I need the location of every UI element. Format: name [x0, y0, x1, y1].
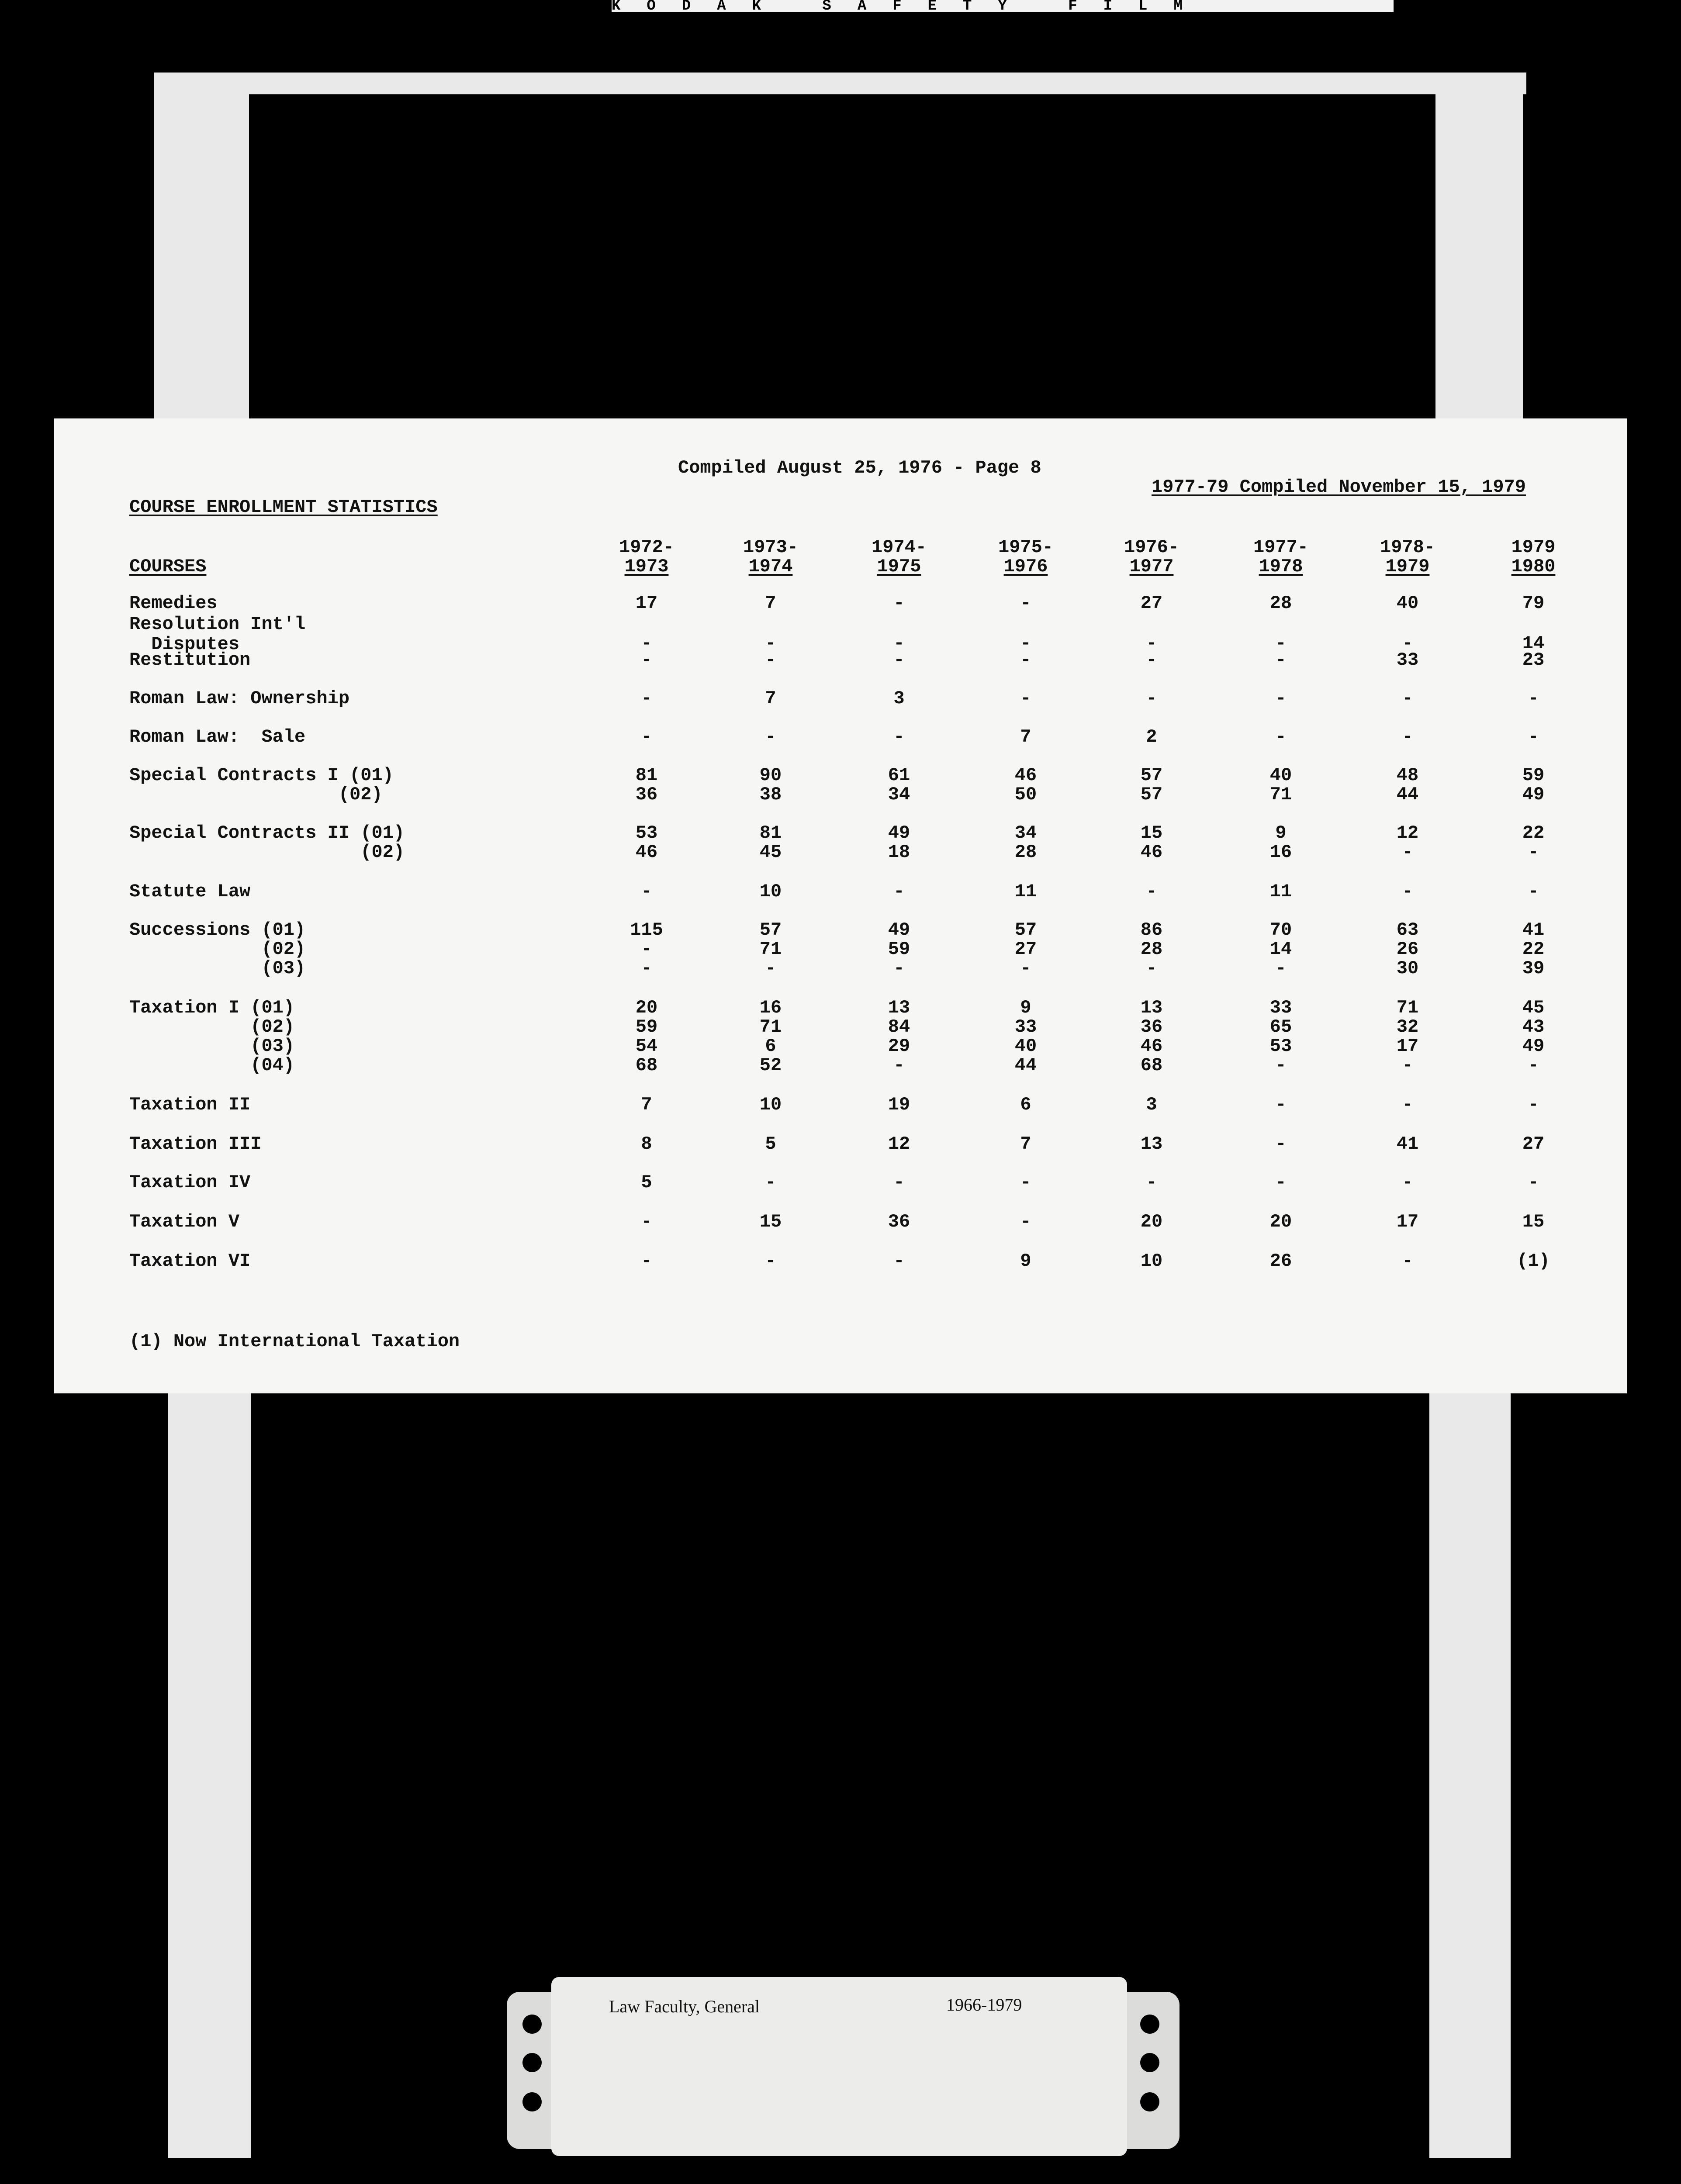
year-header-start: 1977-	[1253, 537, 1309, 558]
enrollment-cell: 15	[1140, 822, 1163, 843]
enrollment-cell: 44	[1014, 1055, 1037, 1076]
enrollment-cell: 28	[1014, 842, 1037, 863]
year-header-end: 1980	[1511, 556, 1556, 577]
enrollment-cell: 49	[888, 919, 910, 940]
enrollment-cell: 19	[888, 1094, 910, 1115]
enrollment-cell: -	[893, 1055, 905, 1076]
enrollment-cell: -	[1275, 958, 1287, 979]
course-label: Remedies	[129, 593, 218, 614]
enrollment-cell: 33	[1396, 650, 1419, 670]
courses-column-header: COURSES	[129, 556, 207, 577]
year-header-end: 1973	[624, 556, 669, 577]
enrollment-cell: -	[641, 939, 652, 960]
enrollment-cell: -	[1020, 958, 1031, 979]
enrollment-cell: 22	[1522, 939, 1545, 960]
enrollment-cell: 90	[759, 765, 782, 786]
enrollment-cell: 49	[1522, 1036, 1545, 1057]
enrollment-cell: -	[641, 881, 652, 902]
course-label: Taxation IV	[129, 1172, 251, 1193]
enrollment-cell: 34	[1014, 822, 1037, 843]
course-label: Restitution	[129, 650, 251, 670]
card-hole	[522, 2015, 542, 2034]
enrollment-cell: (1)	[1517, 1251, 1550, 1272]
course-label: (03)	[129, 958, 306, 979]
enrollment-cell: 52	[759, 1055, 782, 1076]
course-label: (02)	[129, 784, 383, 805]
year-header-start: 1972-	[619, 537, 674, 558]
enrollment-cell: 10	[759, 1094, 782, 1115]
enrollment-cell: 16	[759, 997, 782, 1018]
enrollment-cell: 39	[1522, 958, 1545, 979]
enrollment-cell: -	[1528, 726, 1539, 747]
year-header-end: 1975	[877, 556, 921, 577]
enrollment-cell: 49	[1522, 784, 1545, 805]
enrollment-cell: 59	[888, 939, 910, 960]
enrollment-cell: -	[1146, 633, 1157, 654]
enrollment-cell: 41	[1396, 1133, 1419, 1154]
year-header-end: 1974	[748, 556, 793, 577]
enrollment-cell: 41	[1522, 919, 1545, 940]
enrollment-cell: 27	[1522, 1133, 1545, 1154]
year-header-start: 1975-	[998, 537, 1054, 558]
enrollment-cell: -	[1020, 650, 1031, 670]
enrollment-cell: 14	[1269, 939, 1292, 960]
enrollment-cell: -	[641, 688, 652, 709]
enrollment-cell: -	[1020, 633, 1031, 654]
enrollment-cell: 43	[1522, 1016, 1545, 1037]
enrollment-cell: -	[1528, 881, 1539, 902]
enrollment-cell: -	[765, 1251, 776, 1272]
enrollment-cell: -	[1528, 842, 1539, 863]
course-label: Roman Law: Ownership	[129, 688, 350, 709]
enrollment-cell: -	[1020, 1172, 1031, 1193]
frame-top-bar	[154, 73, 1526, 94]
enrollment-cell: 68	[1140, 1055, 1163, 1076]
enrollment-cell: 36	[1140, 1016, 1163, 1037]
enrollment-cell: -	[765, 958, 776, 979]
enrollment-cell: 20	[1140, 1211, 1163, 1232]
enrollment-cell: 7	[765, 593, 776, 614]
enrollment-cell: -	[893, 1251, 905, 1272]
course-label: (02)	[129, 939, 306, 960]
course-label: Successions (01)	[129, 919, 306, 940]
frame-right-post-upper	[1435, 73, 1523, 422]
enrollment-cell: 84	[888, 1016, 910, 1037]
year-header-start: 1976-	[1124, 537, 1179, 558]
enrollment-cell: 49	[888, 822, 910, 843]
enrollment-cell: 17	[1396, 1036, 1419, 1057]
enrollment-cell: -	[1275, 688, 1287, 709]
year-header-start: 1974-	[871, 537, 927, 558]
enrollment-cell: 45	[1522, 997, 1545, 1018]
enrollment-cell: -	[893, 593, 905, 614]
enrollment-cell: 8	[641, 1133, 652, 1154]
enrollment-cell: -	[1402, 633, 1413, 654]
footnote: (1) Now International Taxation	[129, 1331, 460, 1352]
enrollment-cell: 3	[893, 688, 905, 709]
frame-left-post-lower	[168, 1389, 251, 2158]
enrollment-cell: 44	[1396, 784, 1419, 805]
enrollment-cell: 81	[635, 765, 658, 786]
enrollment-cell: 68	[635, 1055, 658, 1076]
enrollment-cell: -	[893, 958, 905, 979]
enrollment-cell: 40	[1396, 593, 1419, 614]
enrollment-cell: 9	[1020, 1251, 1031, 1272]
enrollment-cell: 59	[1522, 765, 1545, 786]
enrollment-cell: 27	[1140, 593, 1163, 614]
enrollment-cell: 36	[888, 1211, 910, 1232]
enrollment-cell: 32	[1396, 1016, 1419, 1037]
enrollment-cell: 9	[1275, 822, 1287, 843]
enrollment-cell: 7	[765, 688, 776, 709]
enrollment-cell: 10	[759, 881, 782, 902]
enrollment-cell: 18	[888, 842, 910, 863]
enrollment-cell: 40	[1014, 1036, 1037, 1057]
enrollment-cell: 12	[1396, 822, 1419, 843]
enrollment-cell: -	[1528, 1055, 1539, 1076]
enrollment-cell: -	[1275, 633, 1287, 654]
enrollment-cell: -	[765, 1172, 776, 1193]
enrollment-cell: 38	[759, 784, 782, 805]
course-label: (02)	[129, 1016, 295, 1037]
frame-right-post-lower	[1429, 1389, 1511, 2158]
enrollment-cell: -	[893, 1172, 905, 1193]
enrollment-cell: 20	[1269, 1211, 1292, 1232]
enrollment-cell: 15	[1522, 1211, 1545, 1232]
enrollment-cell: 46	[1014, 765, 1037, 786]
enrollment-cell: 26	[1269, 1251, 1292, 1272]
document-title: COURSE ENROLLMENT STATISTICS	[129, 497, 438, 518]
enrollment-cell: -	[1402, 688, 1413, 709]
year-header-end: 1976	[1003, 556, 1048, 577]
enrollment-cell: -	[1275, 1172, 1287, 1193]
enrollment-cell: -	[1402, 1172, 1413, 1193]
enrollment-cell: -	[641, 1211, 652, 1232]
year-header-start: 1978-	[1380, 537, 1435, 558]
enrollment-cell: 13	[1140, 997, 1163, 1018]
enrollment-cell: 57	[1140, 784, 1163, 805]
enrollment-cell: 26	[1396, 939, 1419, 960]
enrollment-cell: 28	[1269, 593, 1292, 614]
enrollment-cell: 20	[635, 997, 658, 1018]
enrollment-cell: -	[1275, 1055, 1287, 1076]
enrollment-cell: -	[1528, 1094, 1539, 1115]
enrollment-cell: 40	[1269, 765, 1292, 786]
enrollment-cell: -	[765, 650, 776, 670]
course-label: (03)	[129, 1036, 295, 1057]
enrollment-cell: 65	[1269, 1016, 1292, 1037]
enrollment-cell: 86	[1140, 919, 1163, 940]
enrollment-cell: -	[1020, 688, 1031, 709]
enrollment-cell: 57	[759, 919, 782, 940]
card-subject: Law Faculty, General	[609, 1997, 760, 2016]
enrollment-cell: 17	[1396, 1211, 1419, 1232]
enrollment-cell: -	[1146, 1172, 1157, 1193]
enrollment-cell: 6	[765, 1036, 776, 1057]
enrollment-cell: 15	[759, 1211, 782, 1232]
enrollment-cell: 9	[1020, 997, 1031, 1018]
course-label: Taxation V	[129, 1211, 240, 1232]
course-label: (04)	[129, 1055, 295, 1076]
enrollment-cell: 45	[759, 842, 782, 863]
enrollment-cell: 57	[1140, 765, 1163, 786]
enrollment-cell: -	[1146, 958, 1157, 979]
enrollment-cell: 46	[1140, 842, 1163, 863]
enrollment-cell: -	[1528, 1172, 1539, 1193]
enrollment-cell: 54	[635, 1036, 658, 1057]
enrollment-cell: 12	[888, 1133, 910, 1154]
enrollment-cell: -	[1528, 688, 1539, 709]
course-label: (02)	[129, 842, 405, 863]
year-header-start: 1979	[1511, 537, 1556, 558]
enrollment-cell: 33	[1014, 1016, 1037, 1037]
course-label: Taxation III	[129, 1133, 262, 1154]
enrollment-cell: -	[1402, 1094, 1413, 1115]
year-header-start: 1973-	[743, 537, 799, 558]
enrollment-cell: 115	[630, 919, 663, 940]
enrollment-cell: 23	[1522, 650, 1545, 670]
archive-label-card	[551, 1977, 1127, 2156]
enrollment-cell: 2	[1146, 726, 1157, 747]
enrollment-cell: 36	[635, 784, 658, 805]
enrollment-cell: -	[1275, 726, 1287, 747]
enrollment-cell: 28	[1140, 939, 1163, 960]
film-edge-marking: KODAK SAFETY FILM	[612, 0, 1394, 12]
enrollment-cell: -	[765, 633, 776, 654]
card-hole	[1140, 2053, 1159, 2072]
enrollment-cell: 71	[1396, 997, 1419, 1018]
enrollment-cell: -	[1402, 1055, 1413, 1076]
card-hole	[522, 2053, 542, 2072]
enrollment-cell: -	[893, 633, 905, 654]
course-label: Taxation II	[129, 1094, 251, 1115]
enrollment-cell: 46	[1140, 1036, 1163, 1057]
enrollment-cell: 46	[635, 842, 658, 863]
enrollment-cell: 29	[888, 1036, 910, 1057]
enrollment-cell: 34	[888, 784, 910, 805]
card-hole	[522, 2092, 542, 2111]
enrollment-cell: -	[1146, 650, 1157, 670]
enrollment-cell: 71	[759, 1016, 782, 1037]
enrollment-cell: 63	[1396, 919, 1419, 940]
enrollment-cell: -	[1020, 593, 1031, 614]
enrollment-cell: 13	[888, 997, 910, 1018]
enrollment-cell: 7	[1020, 1133, 1031, 1154]
enrollment-cell: -	[893, 881, 905, 902]
enrollment-cell: -	[1402, 726, 1413, 747]
compiled-date-right: 1977-79 Compiled November 15, 1979	[1152, 477, 1526, 498]
enrollment-cell: -	[641, 633, 652, 654]
enrollment-cell: 48	[1396, 765, 1419, 786]
enrollment-cell: 11	[1014, 881, 1037, 902]
enrollment-cell: 70	[1269, 919, 1292, 940]
enrollment-cell: 61	[888, 765, 910, 786]
enrollment-cell: -	[765, 726, 776, 747]
enrollment-cell: -	[1275, 650, 1287, 670]
course-label: Special Contracts I (01)	[129, 765, 394, 786]
enrollment-cell: 79	[1522, 593, 1545, 614]
enrollment-cell: 14	[1522, 633, 1545, 654]
enrollment-cell: 17	[635, 593, 658, 614]
frame-left-post-upper	[154, 73, 249, 422]
enrollment-cell: -	[641, 1251, 652, 1272]
enrollment-cell: 3	[1146, 1094, 1157, 1115]
course-label: Resolution Int'l Disputes	[129, 614, 306, 655]
card-hole	[1140, 2015, 1159, 2034]
enrollment-cell: 16	[1269, 842, 1292, 863]
enrollment-cell: 22	[1522, 822, 1545, 843]
course-label: Taxation VI	[129, 1251, 251, 1272]
enrollment-cell: 7	[641, 1094, 652, 1115]
enrollment-cell: -	[641, 958, 652, 979]
enrollment-cell: -	[1275, 1094, 1287, 1115]
enrollment-cell: 33	[1269, 997, 1292, 1018]
enrollment-cell: 5	[641, 1172, 652, 1193]
year-header-end: 1977	[1129, 556, 1174, 577]
enrollment-cell: -	[1402, 842, 1413, 863]
enrollment-cell: -	[1402, 1251, 1413, 1272]
enrollment-cell: 59	[635, 1016, 658, 1037]
enrollment-cell: 71	[759, 939, 782, 960]
document-sheet	[54, 418, 1627, 1393]
card-hole	[1140, 2092, 1159, 2111]
course-label: Taxation I (01)	[129, 997, 295, 1018]
course-label: Special Contracts II (01)	[129, 822, 405, 843]
course-label: Roman Law: Sale	[129, 726, 306, 747]
enrollment-cell: -	[1146, 688, 1157, 709]
compiled-date-left: Compiled August 25, 1976 - Page 8	[678, 457, 1041, 478]
card-years: 1966-1979	[946, 1995, 1022, 2015]
enrollment-cell: 57	[1014, 919, 1037, 940]
enrollment-cell: 13	[1140, 1133, 1163, 1154]
enrollment-cell: 7	[1020, 726, 1031, 747]
enrollment-cell: -	[1020, 1211, 1031, 1232]
enrollment-cell: 81	[759, 822, 782, 843]
enrollment-cell: 27	[1014, 939, 1037, 960]
enrollment-cell: -	[1146, 881, 1157, 902]
course-label: Statute Law	[129, 881, 251, 902]
enrollment-cell: 50	[1014, 784, 1037, 805]
enrollment-cell: 53	[1269, 1036, 1292, 1057]
enrollment-cell: -	[1275, 1133, 1287, 1154]
enrollment-cell: 53	[635, 822, 658, 843]
enrollment-cell: -	[893, 726, 905, 747]
enrollment-cell: 71	[1269, 784, 1292, 805]
year-header-end: 1978	[1259, 556, 1303, 577]
enrollment-cell: 30	[1396, 958, 1419, 979]
enrollment-cell: 10	[1140, 1251, 1163, 1272]
enrollment-cell: 6	[1020, 1094, 1031, 1115]
enrollment-cell: -	[1402, 881, 1413, 902]
enrollment-cell: -	[641, 726, 652, 747]
enrollment-cell: 5	[765, 1133, 776, 1154]
enrollment-cell: -	[893, 650, 905, 670]
enrollment-cell: -	[641, 650, 652, 670]
enrollment-cell: 11	[1269, 881, 1292, 902]
year-header-end: 1979	[1385, 556, 1430, 577]
